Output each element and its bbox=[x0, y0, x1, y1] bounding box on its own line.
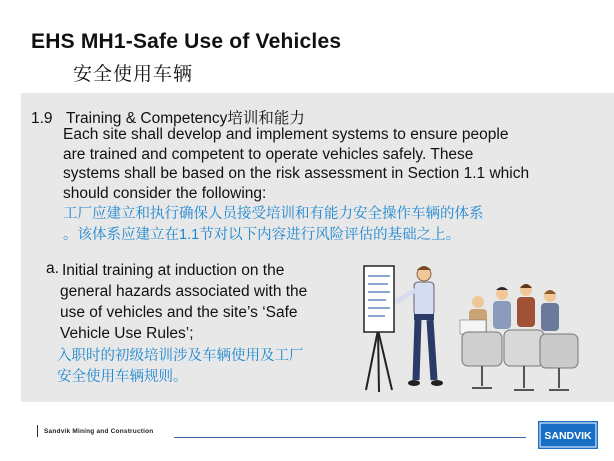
item-a-en-line: Vehicle Use Rules’; bbox=[60, 325, 194, 342]
body-zh-line: 工厂应建立和执行确保人员接受培训和有能力安全操作车辆的体系 bbox=[63, 206, 484, 222]
section-title: Training & Competency培训和能力 bbox=[66, 110, 305, 127]
body-en-line: systems shall be based on the risk assessment in Section 1.1 which bbox=[63, 165, 530, 182]
body-zh-line: 。该体系应建立在1.1节对以下内容进行风险评估的基础之上。 bbox=[63, 227, 461, 243]
section-body-chinese bbox=[63, 204, 608, 246]
presenter-figure bbox=[396, 266, 443, 386]
footer-line bbox=[174, 437, 526, 438]
item-a-label: a. bbox=[46, 260, 59, 277]
item-a-zh-line: 安全使用车辆规则。 bbox=[57, 369, 188, 385]
audience-group bbox=[460, 284, 559, 335]
chairs bbox=[462, 330, 578, 390]
slide-title: EHS MH1-Safe Use of Vehicles bbox=[31, 30, 342, 53]
logo-text: SANDVIK bbox=[544, 430, 592, 442]
footer-divider bbox=[37, 425, 38, 437]
section-body-english bbox=[63, 125, 608, 203]
item-a-english bbox=[60, 260, 307, 344]
body-en-line: Each site shall develop and implement systems to ensure people bbox=[63, 126, 509, 143]
footer-company-name: Sandvik Mining and Construction bbox=[44, 428, 154, 435]
flip-chart-icon bbox=[364, 266, 394, 392]
body-en-line: should consider the following: bbox=[63, 184, 267, 202]
sandvik-logo-icon bbox=[538, 421, 598, 449]
slide-subtitle-chinese: 安全使用车辆 bbox=[73, 64, 194, 85]
section-number: 1.9 bbox=[31, 110, 53, 127]
training-presentation-icon bbox=[352, 260, 582, 400]
item-a-chinese bbox=[57, 346, 304, 388]
item-a-zh-line: 入职时的初级培训涉及车辆使用及工厂 bbox=[57, 348, 304, 364]
item-a-en-line: use of vehicles and the site’s ‘Safe bbox=[60, 304, 298, 321]
body-en-line: are trained and competent to operate vehicles safely. These bbox=[63, 145, 474, 163]
item-a-en-line: Initial training at induction on the bbox=[62, 262, 285, 279]
item-a-en-line: general hazards associated with the bbox=[60, 283, 308, 300]
